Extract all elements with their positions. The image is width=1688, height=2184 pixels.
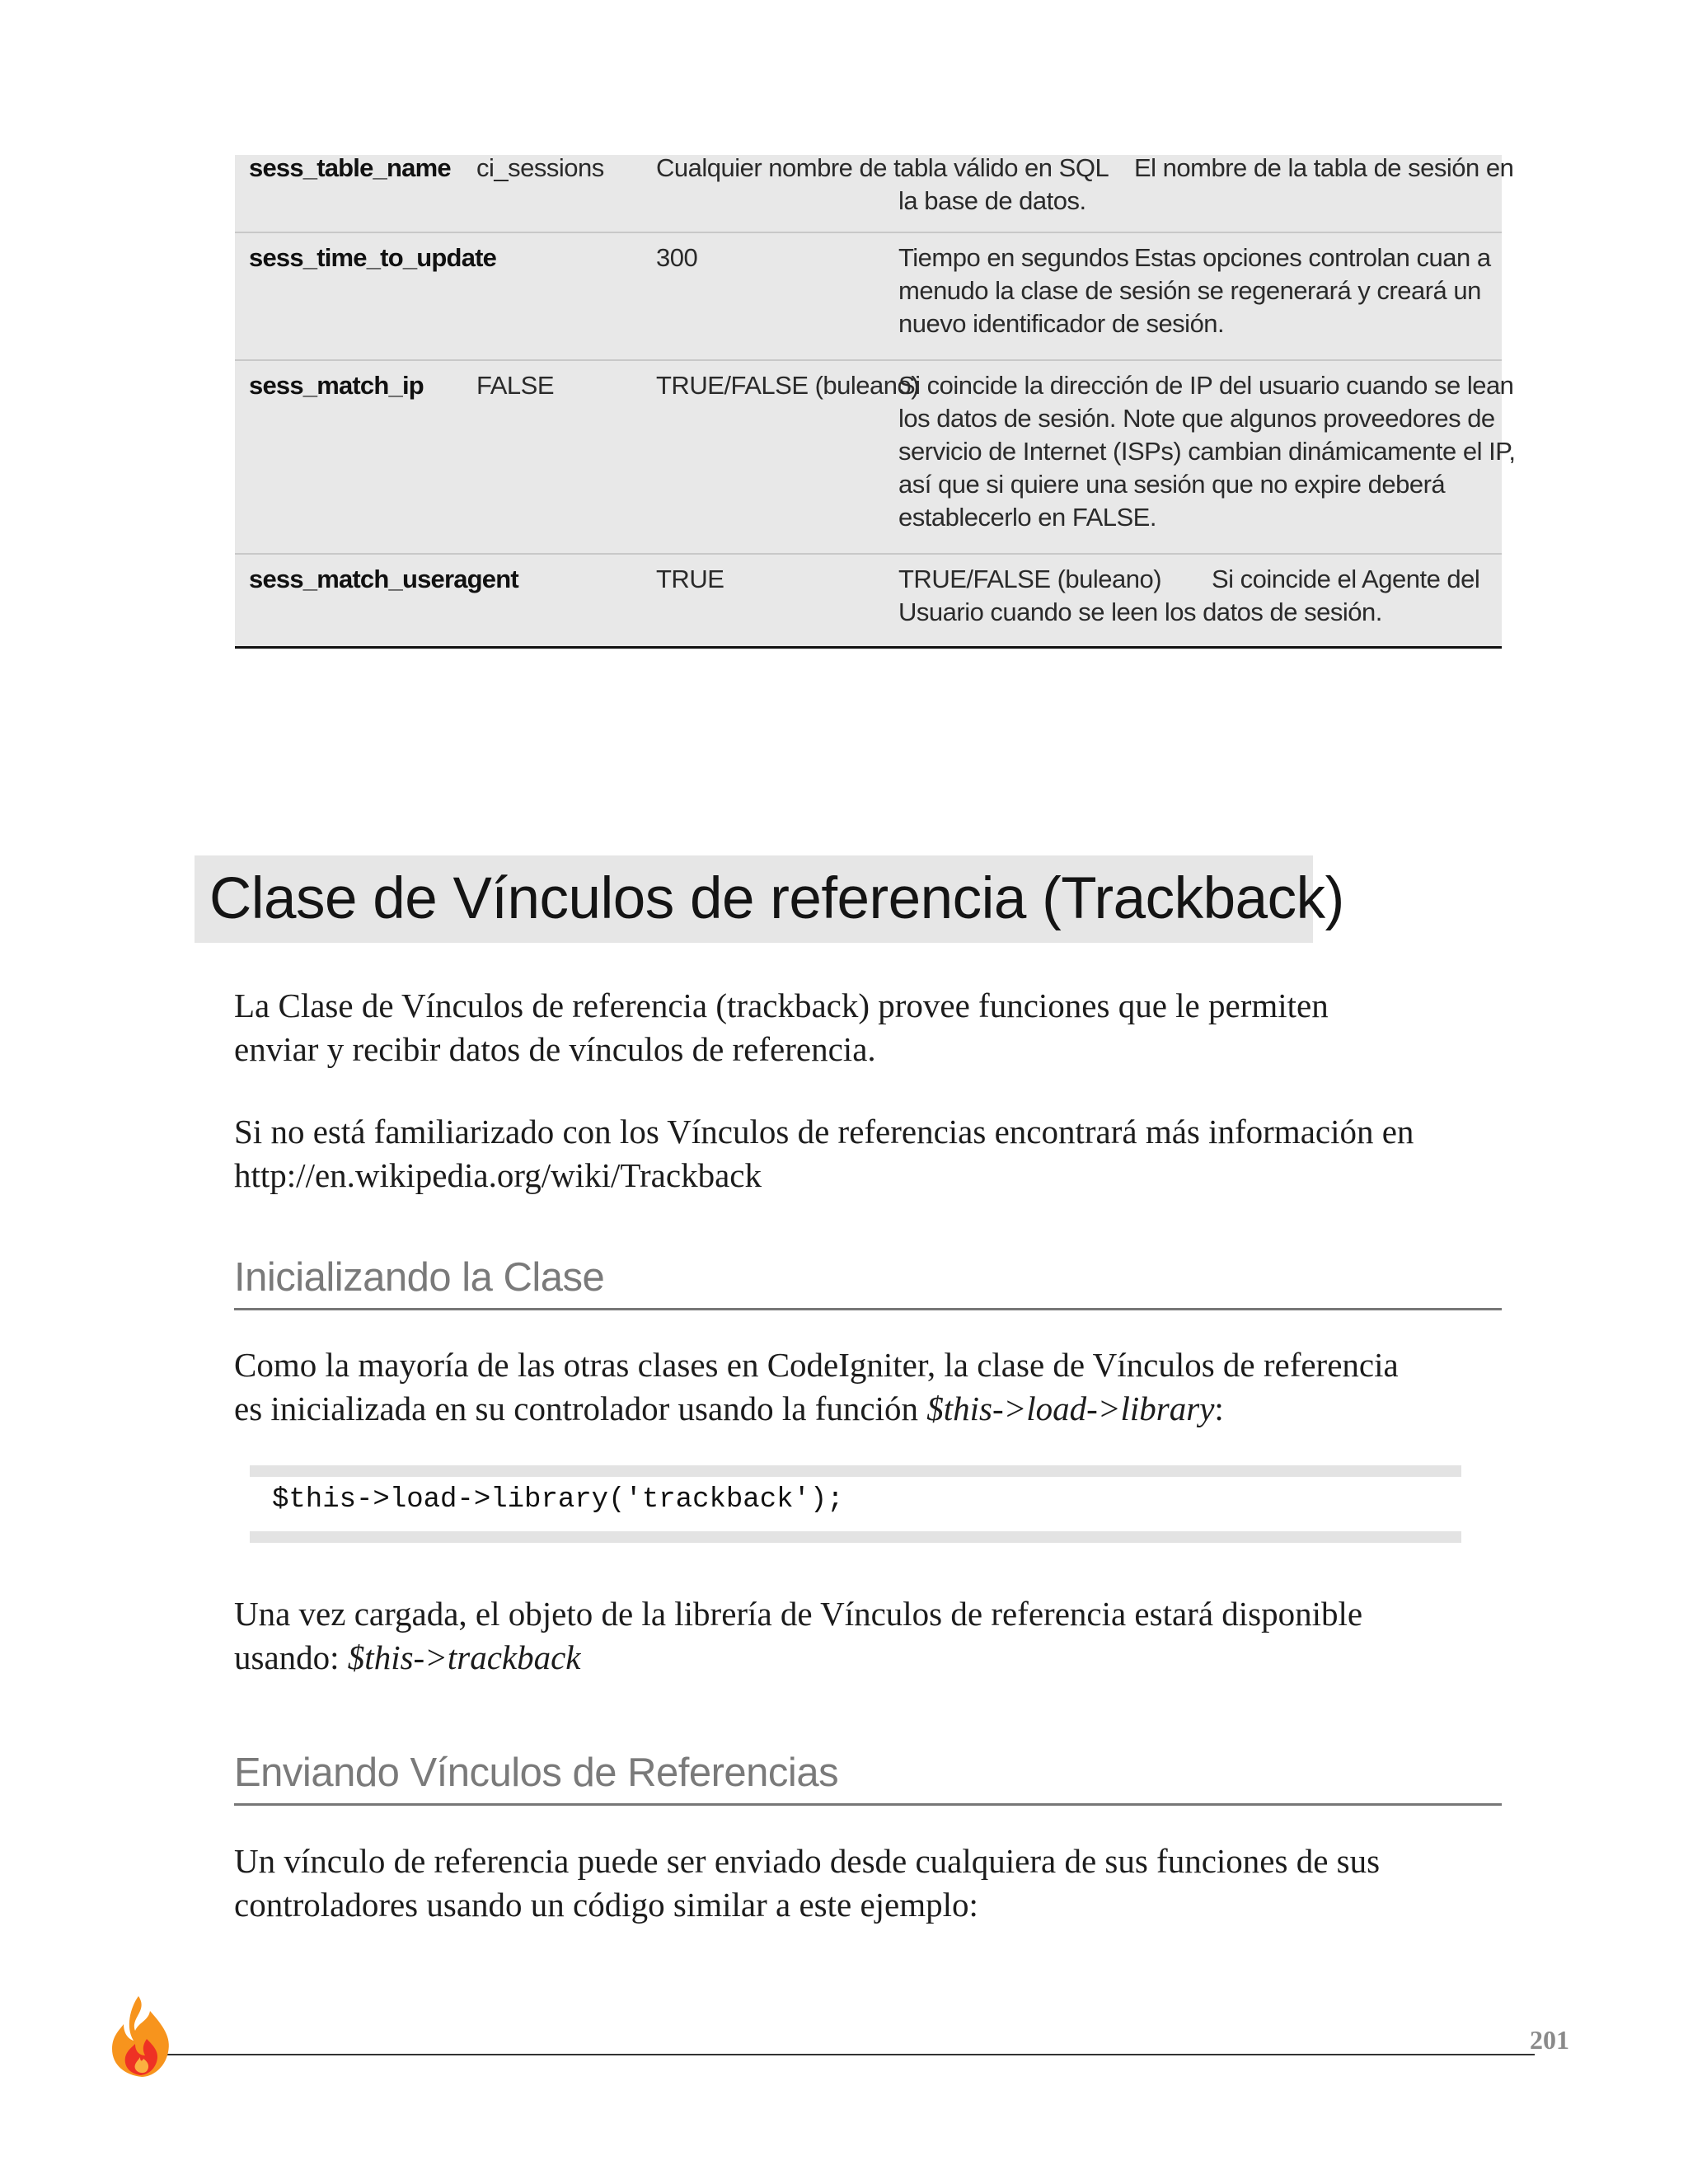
setting-description-line: los datos de sesión. Note que algunos proveedores de (898, 404, 1495, 433)
setting-options: TRUE/FALSE (buleano) (898, 565, 1162, 593)
setting-default: TRUE (656, 565, 724, 593)
sending-paragraph (234, 1840, 1507, 1927)
setting-description-line: servicio de Internet (ISPs) cambian dinámicamente el IP, (898, 437, 1516, 466)
paragraph-line: enviar y recibir datos de vínculos de referencia. (234, 1030, 876, 1068)
code-block-bottom-bar (250, 1531, 1461, 1543)
setting-description-line: nuevo identificador de sesión. (898, 309, 1225, 338)
setting-default: 300 (656, 243, 698, 272)
setting-name: sess_time_to_update (249, 243, 497, 272)
paragraph-line: Un vínculo de referencia puede ser enviado desde cualquiera de sus funciones de sus (234, 1842, 1381, 1880)
code-block: $this->load->library('trackback'); (272, 1484, 844, 1516)
setting-name: sess_match_useragent (249, 565, 518, 593)
text-fragment: usando: (234, 1638, 348, 1676)
inline-code: $this->trackback (347, 1638, 581, 1676)
heading-rule (234, 1308, 1502, 1310)
subheading-sending: Enviando Vínculos de Referencias (234, 1750, 839, 1795)
setting-description-line: Si coincide el Agente del (1212, 565, 1480, 593)
setting-options: TRUE/FALSE (buleano) (656, 371, 920, 400)
table-row (235, 555, 1502, 649)
section-title: Clase de Vínculos de referencia (Trackback) (209, 866, 1344, 931)
reference-link[interactable]: http://en.wikipedia.org/wiki/Trackback (234, 1156, 762, 1194)
table-row (235, 361, 1516, 555)
init-paragraph (234, 1343, 1507, 1431)
table-row (235, 153, 1514, 233)
setting-name: sess_table_name (249, 153, 451, 182)
page-number: 201 (1530, 2025, 1569, 2055)
info-paragraph (234, 1110, 1507, 1197)
setting-description-line: menudo la clase de sesión se regenerará y creará un (898, 276, 1481, 305)
intro-paragraph (234, 984, 1507, 1071)
paragraph-line (234, 1387, 1507, 1431)
setting-description-line: la base de datos. (898, 186, 1086, 215)
paragraph-line: Una vez cargada, el objeto de la librería de Vínculos de referencia estará disponible (234, 1595, 1363, 1633)
setting-default: FALSE (476, 371, 554, 400)
codeigniter-flame-icon (106, 1993, 183, 2079)
setting-default: ci_sessions (476, 153, 604, 182)
setting-description-line: establecerlo en FALSE. (898, 503, 1156, 532)
setting-description-line: Usuario cuando se leen los datos de sesión. (898, 598, 1382, 626)
setting-description-line: Si coincide la dirección de IP del usuario cuando se lean (898, 371, 1514, 400)
settings-table (235, 153, 1516, 649)
setting-description-line: El nombre de la tabla de sesión en (1134, 153, 1514, 182)
paragraph-line: Si no está familiarizado con los Vínculos de referencias encontrará más información en (234, 1113, 1414, 1151)
subheading-initializing: Inicializando la Clase (234, 1255, 605, 1300)
setting-description-line: Estas opciones controlan cuan a (1134, 243, 1491, 272)
paragraph-line: La Clase de Vínculos de referencia (trackback) provee funciones que le permiten (234, 987, 1329, 1024)
text-fragment: : (1214, 1390, 1224, 1427)
code-block-top-bar (250, 1465, 1461, 1477)
heading-rule (234, 1803, 1502, 1806)
setting-description-line: así que si quiere una sesión que no expire deberá (898, 470, 1446, 499)
paragraph-line: controladores usando un código similar a este ejemplo: (234, 1886, 978, 1924)
paragraph-line (234, 1636, 1507, 1680)
text-fragment: es inicializada en su controlador usando la función (234, 1390, 927, 1427)
setting-name: sess_match_ip (249, 371, 424, 400)
table-row (235, 233, 1502, 361)
footer-rule (157, 2054, 1535, 2055)
setting-options: Cualquier nombre de tabla válido en SQL (656, 153, 1109, 182)
setting-options: Tiempo en segundos (898, 243, 1129, 272)
after-load-paragraph (234, 1592, 1507, 1680)
paragraph-line: Como la mayoría de las otras clases en CodeIgniter, la clase de Vínculos de referencia (234, 1346, 1399, 1384)
inline-code: $this->load->library (926, 1390, 1215, 1427)
